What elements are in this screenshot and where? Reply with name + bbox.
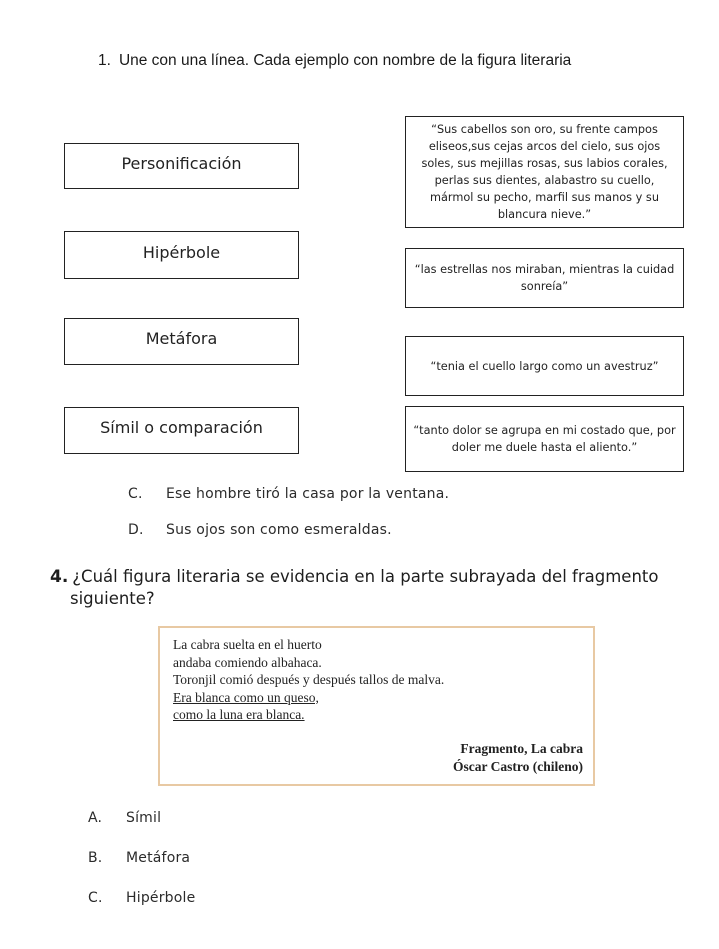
fragment-box [158,626,595,786]
question-4-number: 4. [50,567,69,587]
fragment-line: andaba comiendo albahaca. [173,654,322,670]
figure-label: Hipérbole [142,242,221,262]
prev-option-d[interactable] [128,522,392,538]
example-box-3[interactable] [405,336,684,396]
example-text: “tanto dolor se agrupa en mi costado que, por doler me duele hasta el aliento.” [413,424,676,454]
figure-box-simil[interactable] [64,407,299,454]
figure-label: Símil o comparación [100,418,263,437]
option-c[interactable] [88,890,195,906]
question-4-prompt [50,566,700,610]
option-letter: D. [128,522,144,538]
fragment-source-title: Fragmento, La cabra [460,741,583,756]
question-1-prompt [98,52,571,70]
question-1-text: Une con una línea. Cada ejemplo con nombre de la figura literaria [118,52,572,69]
option-b[interactable] [88,850,190,866]
fragment-lines [173,636,444,724]
fragment-source-author: Óscar Castro (chileno) [453,759,583,774]
option-letter: C. [128,486,143,502]
fragment-line-underlined: Era blanca como un queso, [173,689,319,705]
option-text: Ese hombre tiró la casa por la ventana. [166,486,450,502]
question-4-line-2: siguiente? [70,589,155,608]
option-letter: C. [88,890,103,906]
figure-label: Metáfora [145,329,218,348]
figure-label: Personificación [121,153,242,173]
figure-box-personificacion[interactable] [64,143,299,189]
figure-box-metafora[interactable] [64,318,299,365]
example-text: “las estrellas nos miraban, mientras la cuidad sonreía” [414,263,675,293]
option-text: Sus ojos son como esmeraldas. [166,522,392,538]
fragment-line: Toronjil comió después y después tallos de malva. [173,672,445,687]
question-1-number: 1. [98,52,111,69]
example-text: “Sus cabellos son oro, su frente campos eliseos,sus cejas arcos del cielo, sus ojos soles, sus mejillas rosas, sus labios corales, perlas sus dientes, alabastro su cuello, mármol su pecho, marfil sus manos y su blancura nieve.” [421,123,668,221]
option-letter: A. [88,810,103,826]
option-text: Hipérbole [126,890,196,906]
example-text: “tenia el cuello largo como un avestruz” [430,359,659,373]
option-letter: B. [88,850,103,866]
option-text: Símil [126,810,162,826]
option-text: Metáfora [126,850,191,866]
option-a[interactable] [88,810,161,826]
example-box-4[interactable] [405,406,684,472]
question-4-line-1: ¿Cuál figura literaria se evidencia en la parte subrayada del fragmento [72,567,659,586]
fragment-source [453,740,583,776]
fragment-line: La cabra suelta en el huerto [173,637,322,652]
figure-box-hiperbole[interactable] [64,231,299,279]
fragment-line-underlined: como la luna era blanca. [173,707,305,722]
example-box-1[interactable] [405,116,684,228]
example-box-2[interactable] [405,248,684,308]
prev-option-c[interactable] [128,486,449,502]
